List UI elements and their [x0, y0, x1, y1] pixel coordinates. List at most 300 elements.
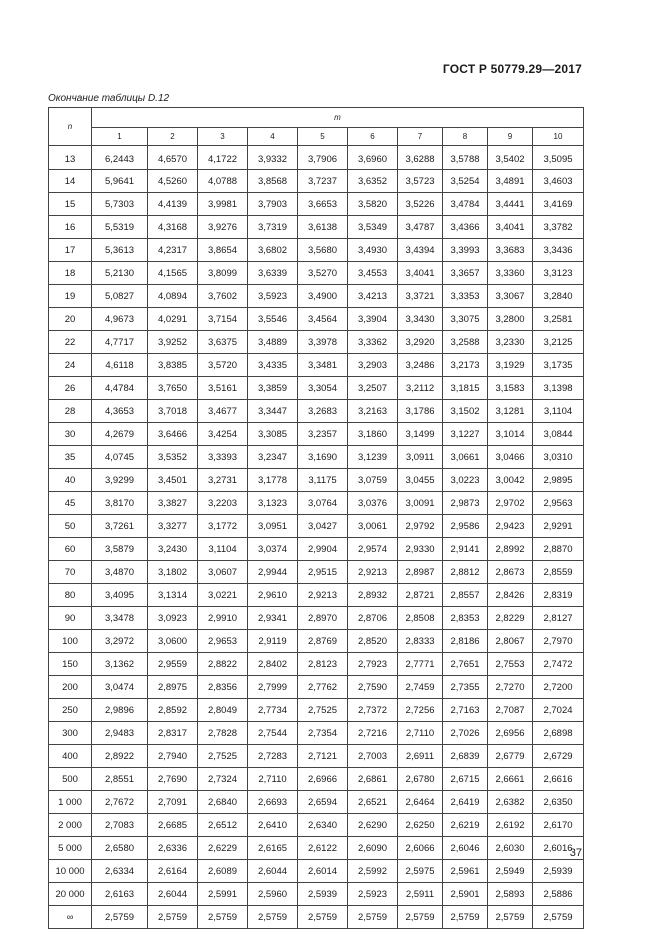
table-cell: 3,7319 — [248, 216, 298, 239]
table-cell: 3,9252 — [148, 331, 198, 354]
table-cell: 2,6192 — [488, 814, 533, 837]
table-cell: 2,8557 — [443, 584, 488, 607]
table-row — [49, 446, 584, 469]
table-cell: 4,3653 — [92, 400, 148, 423]
table-cell: 2,7026 — [443, 722, 488, 745]
table-cell: 2,6729 — [533, 745, 584, 768]
table-cell: 2,6165 — [248, 837, 298, 860]
table-cell: 3,0061 — [348, 515, 398, 538]
table-cell: 2,5759 — [92, 906, 148, 929]
table-cell: 2,5911 — [398, 883, 443, 906]
table-cell: 3,3360 — [488, 262, 533, 285]
table-cell: 4,0894 — [148, 285, 198, 308]
table-cell: 3,1502 — [443, 400, 488, 423]
table-cell: 2,9563 — [533, 492, 584, 515]
table-cell: 3,8170 — [92, 492, 148, 515]
table-cell: 3,3075 — [443, 308, 488, 331]
table-row — [49, 814, 584, 837]
table-cell: 2,6715 — [443, 768, 488, 791]
table-cell: 3,4041 — [488, 216, 533, 239]
table-cell: 3,2507 — [348, 377, 398, 400]
table-cell: 3,4870 — [92, 561, 148, 584]
table-cell: 3,0466 — [488, 446, 533, 469]
table-row — [49, 791, 584, 814]
table-cell: 2,6956 — [488, 722, 533, 745]
table-cell: 2,5759 — [443, 906, 488, 929]
table-cell: 3,4366 — [443, 216, 488, 239]
table-cell: 2,6030 — [488, 837, 533, 860]
table-cell: 3,2173 — [443, 354, 488, 377]
table-row — [49, 492, 584, 515]
table-cell: 3,3978 — [298, 331, 348, 354]
row-label-n: 17 — [49, 239, 92, 262]
table-cell: 2,8822 — [198, 653, 248, 676]
row-label-n: 26 — [49, 377, 92, 400]
table-cell: 3,2972 — [92, 630, 148, 653]
row-label-n: 15 — [49, 193, 92, 216]
table-cell: 3,1583 — [488, 377, 533, 400]
row-label-n: 16 — [49, 216, 92, 239]
table-cell: 3,4784 — [443, 193, 488, 216]
table-cell: 3,5720 — [198, 354, 248, 377]
table-cell: 2,7525 — [298, 699, 348, 722]
table-cell: 2,6290 — [348, 814, 398, 837]
table-cell: 2,5960 — [248, 883, 298, 906]
table-cell: 2,7923 — [348, 653, 398, 676]
table-cell: 3,7906 — [298, 146, 348, 170]
table-cell: 3,0091 — [398, 492, 443, 515]
table-cell: 3,3393 — [198, 446, 248, 469]
table-cell: 3,0923 — [148, 607, 198, 630]
row-header-n: n — [49, 108, 92, 146]
table-cell: 2,8992 — [488, 538, 533, 561]
table-row — [49, 722, 584, 745]
table-row — [49, 906, 584, 929]
table-row — [49, 768, 584, 791]
table-cell: 3,4900 — [298, 285, 348, 308]
table-cell: 2,8922 — [92, 745, 148, 768]
table-cell: 2,8592 — [148, 699, 198, 722]
table-cell: 4,0788 — [198, 170, 248, 193]
table-row — [49, 331, 584, 354]
row-label-n: 2 000 — [49, 814, 92, 837]
table-cell: 3,8568 — [248, 170, 298, 193]
table-cell: 3,2581 — [533, 308, 584, 331]
table-cell: 2,6066 — [398, 837, 443, 860]
table-cell: 3,2125 — [533, 331, 584, 354]
table-cell: 2,5759 — [198, 906, 248, 929]
table-cell: 3,3782 — [533, 216, 584, 239]
table-cell: 3,3859 — [248, 377, 298, 400]
table-cell: 3,1323 — [248, 492, 298, 515]
table-row — [49, 239, 584, 262]
table-cell: 2,6779 — [488, 745, 533, 768]
table-cell: 5,5319 — [92, 216, 148, 239]
table-row — [49, 676, 584, 699]
table-cell: 2,7828 — [198, 722, 248, 745]
column-header-m-5: 5 — [298, 128, 348, 146]
table-cell: 3,7237 — [298, 170, 348, 193]
table-cell: 2,7354 — [298, 722, 348, 745]
table-cell: 2,8673 — [488, 561, 533, 584]
table-cell: 2,7672 — [92, 791, 148, 814]
table-cell: 3,1815 — [443, 377, 488, 400]
table-cell: 3,4041 — [398, 262, 443, 285]
table-cell: 3,1104 — [198, 538, 248, 561]
table-cell: 2,6219 — [443, 814, 488, 837]
table-cell: 2,5759 — [298, 906, 348, 929]
table-cell: 2,7940 — [148, 745, 198, 768]
table-caption: Окончание таблицы D.12 — [48, 93, 170, 104]
column-header-m-7: 7 — [398, 128, 443, 146]
table-cell: 3,5352 — [148, 446, 198, 469]
table-cell: 2,8317 — [148, 722, 198, 745]
table-cell: 2,8551 — [92, 768, 148, 791]
table-cell: 3,4564 — [298, 308, 348, 331]
table-cell: 2,5975 — [398, 860, 443, 883]
row-label-n: 13 — [49, 146, 92, 170]
table-cell: 2,9141 — [443, 538, 488, 561]
table-cell: 3,0042 — [488, 469, 533, 492]
table-cell: 2,7590 — [348, 676, 398, 699]
table-cell: 2,6350 — [533, 791, 584, 814]
table-cell: 3,5270 — [298, 262, 348, 285]
table-cell: 6,2443 — [92, 146, 148, 170]
table-cell: 2,7024 — [533, 699, 584, 722]
table-cell: 3,5226 — [398, 193, 443, 216]
column-header-m-1: 1 — [92, 128, 148, 146]
table-cell: 2,7355 — [443, 676, 488, 699]
table-cell: 3,5546 — [248, 308, 298, 331]
table-cell: 2,6336 — [148, 837, 198, 860]
row-label-n: ∞ — [49, 906, 92, 929]
table-cell: 2,6044 — [148, 883, 198, 906]
table-cell: 3,1772 — [198, 515, 248, 538]
table-row — [49, 630, 584, 653]
row-label-n: 50 — [49, 515, 92, 538]
table-cell: 3,6653 — [298, 193, 348, 216]
table-cell: 3,1175 — [298, 469, 348, 492]
table-cell: 2,6016 — [533, 837, 584, 860]
table-cell: 3,1281 — [488, 400, 533, 423]
column-header-m-2: 2 — [148, 128, 198, 146]
table-cell: 3,0661 — [443, 446, 488, 469]
table-cell: 2,6616 — [533, 768, 584, 791]
table-cell: 5,3613 — [92, 239, 148, 262]
table-cell: 2,6340 — [298, 814, 348, 837]
table-row — [49, 146, 584, 170]
table-cell: 2,6122 — [298, 837, 348, 860]
table-cell: 3,0844 — [533, 423, 584, 446]
table-cell: 2,9213 — [348, 561, 398, 584]
table-cell: 2,9873 — [443, 492, 488, 515]
table-cell: 3,5680 — [298, 239, 348, 262]
row-label-n: 500 — [49, 768, 92, 791]
table-cell: 3,1786 — [398, 400, 443, 423]
table-cell: 2,6090 — [348, 837, 398, 860]
table-cell: 3,4254 — [198, 423, 248, 446]
table-cell: 3,1802 — [148, 561, 198, 584]
table-cell: 3,0455 — [398, 469, 443, 492]
table-row — [49, 653, 584, 676]
table-cell: 4,2679 — [92, 423, 148, 446]
table-cell: 3,4501 — [148, 469, 198, 492]
table-cell: 2,5991 — [198, 883, 248, 906]
table-cell: 3,0759 — [348, 469, 398, 492]
table-cell: 3,2683 — [298, 400, 348, 423]
table-cell: 2,9515 — [298, 561, 348, 584]
table-cell: 2,6044 — [248, 860, 298, 883]
row-label-n: 100 — [49, 630, 92, 653]
table-cell: 3,4335 — [248, 354, 298, 377]
row-label-n: 45 — [49, 492, 92, 515]
table-cell: 2,7690 — [148, 768, 198, 791]
table-cell: 2,9904 — [298, 538, 348, 561]
table-cell: 3,4677 — [198, 400, 248, 423]
table-cell: 3,0310 — [533, 446, 584, 469]
table-cell: 3,7261 — [92, 515, 148, 538]
table-cell: 2,7372 — [348, 699, 398, 722]
table-cell: 2,8353 — [443, 607, 488, 630]
table-cell: 3,3447 — [248, 400, 298, 423]
table-cell: 3,0607 — [198, 561, 248, 584]
table-cell: 3,2731 — [198, 469, 248, 492]
table-cell: 5,2130 — [92, 262, 148, 285]
table-cell: 2,5759 — [348, 906, 398, 929]
row-label-n: 19 — [49, 285, 92, 308]
table-cell: 3,3277 — [148, 515, 198, 538]
table-cell: 2,6580 — [92, 837, 148, 860]
column-group-header-m: m — [92, 108, 584, 128]
table-cell: 2,8402 — [248, 653, 298, 676]
table-cell: 2,7324 — [198, 768, 248, 791]
table-cell: 2,9702 — [488, 492, 533, 515]
table-cell: 3,0221 — [198, 584, 248, 607]
table-cell: 3,5095 — [533, 146, 584, 170]
table-row — [49, 377, 584, 400]
table-cell: 3,2163 — [348, 400, 398, 423]
table-cell: 3,3827 — [148, 492, 198, 515]
table-row — [49, 423, 584, 446]
row-label-n: 10 000 — [49, 860, 92, 883]
table-row — [49, 400, 584, 423]
table-cell: 3,0374 — [248, 538, 298, 561]
table-cell: 2,9330 — [398, 538, 443, 561]
row-label-n: 22 — [49, 331, 92, 354]
table-cell: 2,5759 — [148, 906, 198, 929]
table-cell: 3,1398 — [533, 377, 584, 400]
table-cell: 3,0474 — [92, 676, 148, 699]
table-cell: 3,1735 — [533, 354, 584, 377]
table-cell: 3,4891 — [488, 170, 533, 193]
table-cell: 3,0764 — [298, 492, 348, 515]
table-cell: 2,7283 — [248, 745, 298, 768]
table-cell: 2,9653 — [198, 630, 248, 653]
table-cell: 2,7762 — [298, 676, 348, 699]
table-cell: 2,6661 — [488, 768, 533, 791]
table-cell: 3,1499 — [398, 423, 443, 446]
table-cell: 4,5260 — [148, 170, 198, 193]
table-cell: 2,5759 — [398, 906, 443, 929]
table-cell: 3,3478 — [92, 607, 148, 630]
table-cell: 2,7200 — [533, 676, 584, 699]
table-cell: 2,7110 — [248, 768, 298, 791]
row-label-n: 400 — [49, 745, 92, 768]
table-cell: 2,8356 — [198, 676, 248, 699]
table-cell: 2,6911 — [398, 745, 443, 768]
table-cell: 3,4889 — [248, 331, 298, 354]
table-cell: 2,5992 — [348, 860, 398, 883]
table-cell: 3,2588 — [443, 331, 488, 354]
table-cell: 4,0291 — [148, 308, 198, 331]
table-cell: 3,2840 — [533, 285, 584, 308]
table-cell: 4,4139 — [148, 193, 198, 216]
table-cell: 5,9641 — [92, 170, 148, 193]
table-cell: 3,1362 — [92, 653, 148, 676]
table-cell: 2,9944 — [248, 561, 298, 584]
table-cell: 3,2357 — [298, 423, 348, 446]
table-cell: 3,3353 — [443, 285, 488, 308]
table-cell: 2,9586 — [443, 515, 488, 538]
row-label-n: 90 — [49, 607, 92, 630]
table-cell: 3,8654 — [198, 239, 248, 262]
table-cell: 2,6410 — [248, 814, 298, 837]
row-label-n: 200 — [49, 676, 92, 699]
table-cell: 3,2800 — [488, 308, 533, 331]
column-header-m-3: 3 — [198, 128, 248, 146]
table-cell: 2,8870 — [533, 538, 584, 561]
table-cell: 3,3657 — [443, 262, 488, 285]
table-cell: 3,0427 — [298, 515, 348, 538]
table-row — [49, 469, 584, 492]
table-cell: 3,4394 — [398, 239, 443, 262]
table-cell: 3,9981 — [198, 193, 248, 216]
table-cell: 3,7154 — [198, 308, 248, 331]
table-cell: 2,7734 — [248, 699, 298, 722]
table-cell: 3,2347 — [248, 446, 298, 469]
table-cell: 3,2112 — [398, 377, 443, 400]
table-cell: 2,5759 — [533, 906, 584, 929]
table-cell: 4,1722 — [198, 146, 248, 170]
table-cell: 3,5254 — [443, 170, 488, 193]
table-cell: 2,5961 — [443, 860, 488, 883]
table-cell: 3,5161 — [198, 377, 248, 400]
row-label-n: 70 — [49, 561, 92, 584]
table-row — [49, 837, 584, 860]
document-standard-header: ГОСТ Р 50779.29—2017 — [442, 62, 582, 76]
table-cell: 2,6164 — [148, 860, 198, 883]
table-cell: 3,1014 — [488, 423, 533, 446]
table-cell: 3,4213 — [348, 285, 398, 308]
row-label-n: 150 — [49, 653, 92, 676]
table-cell: 4,9673 — [92, 308, 148, 331]
table-cell: 2,8975 — [148, 676, 198, 699]
table-row — [49, 515, 584, 538]
row-label-n: 300 — [49, 722, 92, 745]
table-cell: 3,6288 — [398, 146, 443, 170]
table-cell: 2,7553 — [488, 653, 533, 676]
table-cell: 3,9332 — [248, 146, 298, 170]
table-cell: 3,3481 — [298, 354, 348, 377]
table-cell: 3,5723 — [398, 170, 443, 193]
table-cell: 2,9119 — [248, 630, 298, 653]
table-row — [49, 170, 584, 193]
table-cell: 3,1860 — [348, 423, 398, 446]
table-cell: 5,0827 — [92, 285, 148, 308]
table-cell: 2,6966 — [298, 768, 348, 791]
table-cell: 3,1104 — [533, 400, 584, 423]
table-cell: 3,3054 — [298, 377, 348, 400]
table-cell: 2,8426 — [488, 584, 533, 607]
table-cell: 2,9341 — [248, 607, 298, 630]
table-cell: 2,8049 — [198, 699, 248, 722]
table-cell: 2,7459 — [398, 676, 443, 699]
table-cell: 2,6464 — [398, 791, 443, 814]
table-cell: 3,6466 — [148, 423, 198, 446]
row-label-n: 60 — [49, 538, 92, 561]
table-cell: 2,9910 — [198, 607, 248, 630]
table-cell: 2,9610 — [248, 584, 298, 607]
table-row — [49, 262, 584, 285]
table-cell: 2,9792 — [398, 515, 443, 538]
row-label-n: 30 — [49, 423, 92, 446]
table-cell: 2,7970 — [533, 630, 584, 653]
table-cell: 2,7121 — [298, 745, 348, 768]
table-cell: 2,7999 — [248, 676, 298, 699]
table-cell: 3,3430 — [398, 308, 443, 331]
table-cell: 3,4441 — [488, 193, 533, 216]
table-cell: 2,8721 — [398, 584, 443, 607]
table-cell: 2,5939 — [298, 883, 348, 906]
table-cell: 3,4930 — [348, 239, 398, 262]
table-cell: 2,8559 — [533, 561, 584, 584]
table-cell: 3,9299 — [92, 469, 148, 492]
table-row — [49, 354, 584, 377]
table-cell: 3,6138 — [298, 216, 348, 239]
table-cell: 3,4787 — [398, 216, 443, 239]
column-header-m-10: 10 — [533, 128, 584, 146]
table-cell: 4,0745 — [92, 446, 148, 469]
table-cell: 3,3721 — [398, 285, 443, 308]
table-cell: 4,4784 — [92, 377, 148, 400]
table-cell: 3,2430 — [148, 538, 198, 561]
table-cell: 4,6570 — [148, 146, 198, 170]
table-cell: 2,7091 — [148, 791, 198, 814]
table-cell: 2,7651 — [443, 653, 488, 676]
table-cell: 2,5893 — [488, 883, 533, 906]
table-cell: 3,3683 — [488, 239, 533, 262]
table-cell: 2,6840 — [198, 791, 248, 814]
table-cell: 3,7903 — [248, 193, 298, 216]
table-body — [49, 146, 584, 929]
column-header-m-9: 9 — [488, 128, 533, 146]
table-cell: 2,8319 — [533, 584, 584, 607]
table-cell: 3,2486 — [398, 354, 443, 377]
table-cell: 2,6594 — [298, 791, 348, 814]
table-cell: 2,7110 — [398, 722, 443, 745]
table-cell: 3,6802 — [248, 239, 298, 262]
table-cell: 2,8067 — [488, 630, 533, 653]
table-cell: 3,3085 — [248, 423, 298, 446]
table-row — [49, 745, 584, 768]
table-cell: 3,5402 — [488, 146, 533, 170]
table-cell: 3,2903 — [348, 354, 398, 377]
table-cell: 2,8987 — [398, 561, 443, 584]
table-cell: 3,4095 — [92, 584, 148, 607]
table-row — [49, 883, 584, 906]
table-cell: 2,5949 — [488, 860, 533, 883]
table-cell: 3,6339 — [248, 262, 298, 285]
